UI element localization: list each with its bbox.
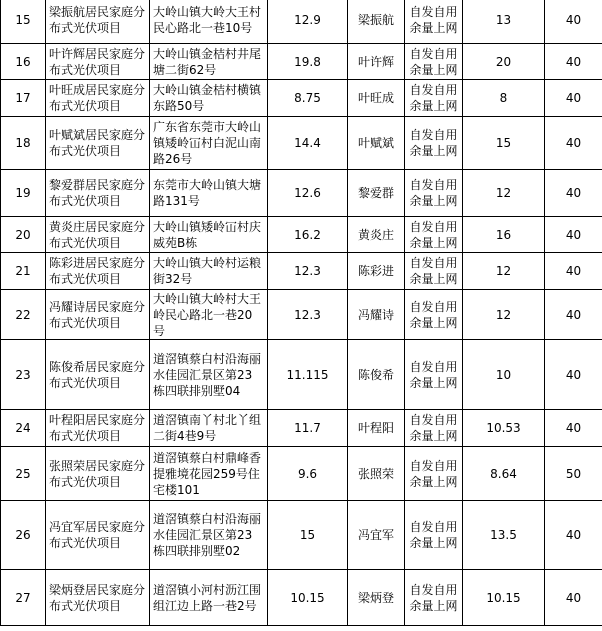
capacity-value: 12.3 <box>268 290 348 340</box>
row-number: 22 <box>1 290 46 340</box>
value-1: 10 <box>463 340 545 410</box>
row-number: 21 <box>1 253 46 290</box>
value-2: 40 <box>545 570 602 626</box>
project-address: 东莞市大岭山镇大塘路131号 <box>150 170 268 217</box>
value-2: 40 <box>545 290 602 340</box>
value-1: 15 <box>463 117 545 170</box>
project-name: 陈彩进居民家庭分布式光伏项目 <box>46 253 150 290</box>
grid-mode: 自发自用余量上网 <box>405 410 463 447</box>
project-address: 大岭山镇矮岭冚村庆威苑B栋 <box>150 217 268 253</box>
table-row <box>1 170 602 217</box>
owner-name: 陈俊希 <box>348 340 405 410</box>
value-2: 40 <box>545 253 602 290</box>
project-address: 道滘镇南丫村北丫组二街4巷9号 <box>150 410 268 447</box>
grid-mode: 自发自用余量上网 <box>405 0 463 44</box>
row-number: 25 <box>1 447 46 501</box>
owner-name: 叶赋斌 <box>348 117 405 170</box>
project-name: 冯耀诗居民家庭分布式光伏项目 <box>46 290 150 340</box>
owner-name: 张照荣 <box>348 447 405 501</box>
capacity-value: 16.2 <box>268 217 348 253</box>
row-number: 24 <box>1 410 46 447</box>
owner-name: 叶许辉 <box>348 44 405 80</box>
value-2: 40 <box>545 80 602 117</box>
value-2: 40 <box>545 410 602 447</box>
row-number: 18 <box>1 117 46 170</box>
value-2: 40 <box>545 0 602 44</box>
capacity-value: 11.115 <box>268 340 348 410</box>
row-number: 19 <box>1 170 46 217</box>
project-address: 道滘镇蔡白村沿海丽水佳园汇景区第23栋四联排别墅04 <box>150 340 268 410</box>
table-row <box>1 253 602 290</box>
row-number: 26 <box>1 501 46 570</box>
grid-mode: 自发自用余量上网 <box>405 44 463 80</box>
capacity-value: 14.4 <box>268 117 348 170</box>
capacity-value: 12.9 <box>268 0 348 44</box>
grid-mode: 自发自用余量上网 <box>405 447 463 501</box>
value-1: 12 <box>463 290 545 340</box>
value-1: 13.5 <box>463 501 545 570</box>
table-row <box>1 117 602 170</box>
value-1: 20 <box>463 44 545 80</box>
project-address: 道滘镇蔡白村鼎峰香提雅境花园259号住宅楼101 <box>150 447 268 501</box>
capacity-value: 15 <box>268 501 348 570</box>
table-row <box>1 340 602 410</box>
capacity-value: 10.15 <box>268 570 348 626</box>
table-row <box>1 501 602 570</box>
capacity-value: 9.6 <box>268 447 348 501</box>
value-2: 40 <box>545 501 602 570</box>
table-row <box>1 0 602 44</box>
row-number: 20 <box>1 217 46 253</box>
grid-mode: 自发自用余量上网 <box>405 570 463 626</box>
project-table-body <box>1 0 602 626</box>
project-name: 黎爱群居民家庭分布式光伏项目 <box>46 170 150 217</box>
owner-name: 梁炳登 <box>348 570 405 626</box>
value-1: 10.53 <box>463 410 545 447</box>
grid-mode: 自发自用余量上网 <box>405 340 463 410</box>
owner-name: 冯宜军 <box>348 501 405 570</box>
value-2: 40 <box>545 170 602 217</box>
value-1: 16 <box>463 217 545 253</box>
grid-mode: 自发自用余量上网 <box>405 501 463 570</box>
project-name: 陈俊希居民家庭分布式光伏项目 <box>46 340 150 410</box>
capacity-value: 12.3 <box>268 253 348 290</box>
owner-name: 冯耀诗 <box>348 290 405 340</box>
row-number: 27 <box>1 570 46 626</box>
capacity-value: 19.8 <box>268 44 348 80</box>
value-1: 12 <box>463 170 545 217</box>
project-address: 大岭山镇金桔村井尾塘二街62号 <box>150 44 268 80</box>
grid-mode: 自发自用余量上网 <box>405 117 463 170</box>
table-row <box>1 290 602 340</box>
project-address: 大岭山镇大岭村大王岭民心路北一巷20号 <box>150 290 268 340</box>
owner-name: 黎爱群 <box>348 170 405 217</box>
project-address: 道滘镇蔡白村沿海丽水佳园汇景区第23栋四联排别墅02 <box>150 501 268 570</box>
owner-name: 陈彩进 <box>348 253 405 290</box>
table-row <box>1 217 602 253</box>
table-row <box>1 410 602 447</box>
project-name: 张照荣居民家庭分布式光伏项目 <box>46 447 150 501</box>
project-name: 叶旺成居民家庭分布式光伏项目 <box>46 80 150 117</box>
row-number: 15 <box>1 0 46 44</box>
value-1: 10.15 <box>463 570 545 626</box>
capacity-value: 12.6 <box>268 170 348 217</box>
project-name: 叶许辉居民家庭分布式光伏项目 <box>46 44 150 80</box>
value-2: 40 <box>545 44 602 80</box>
owner-name: 叶旺成 <box>348 80 405 117</box>
value-2: 40 <box>545 340 602 410</box>
value-2: 50 <box>545 447 602 501</box>
value-1: 8 <box>463 80 545 117</box>
grid-mode: 自发自用余量上网 <box>405 80 463 117</box>
project-name: 黄炎庄居民家庭分布式光伏项目 <box>46 217 150 253</box>
project-address: 道滘镇小河村沥江围组江边上路一巷2号 <box>150 570 268 626</box>
value-1: 8.64 <box>463 447 545 501</box>
row-number: 17 <box>1 80 46 117</box>
owner-name: 黄炎庄 <box>348 217 405 253</box>
grid-mode: 自发自用余量上网 <box>405 253 463 290</box>
project-name: 叶赋斌居民家庭分布式光伏项目 <box>46 117 150 170</box>
project-address: 大岭山镇大岭村运粮街32号 <box>150 253 268 290</box>
project-address: 大岭山镇大岭大王村民心路北一巷10号 <box>150 0 268 44</box>
project-address: 广东省东莞市大岭山镇矮岭冚村白泥山南路26号 <box>150 117 268 170</box>
grid-mode: 自发自用余量上网 <box>405 170 463 217</box>
project-name: 叶程阳居民家庭分布式光伏项目 <box>46 410 150 447</box>
project-name: 梁炳登居民家庭分布式光伏项目 <box>46 570 150 626</box>
value-2: 40 <box>545 217 602 253</box>
row-number: 23 <box>1 340 46 410</box>
project-address: 大岭山镇金桔村横镇东路50号 <box>150 80 268 117</box>
grid-mode: 自发自用余量上网 <box>405 290 463 340</box>
value-1: 12 <box>463 253 545 290</box>
project-name: 冯宜军居民家庭分布式光伏项目 <box>46 501 150 570</box>
capacity-value: 8.75 <box>268 80 348 117</box>
grid-mode: 自发自用余量上网 <box>405 217 463 253</box>
value-2: 40 <box>545 117 602 170</box>
owner-name: 叶程阳 <box>348 410 405 447</box>
project-name: 梁振航居民家庭分布式光伏项目 <box>46 0 150 44</box>
table-row <box>1 447 602 501</box>
capacity-value: 11.7 <box>268 410 348 447</box>
table-row <box>1 80 602 117</box>
value-1: 13 <box>463 0 545 44</box>
row-number: 16 <box>1 44 46 80</box>
table-row <box>1 570 602 626</box>
table-row <box>1 44 602 80</box>
owner-name: 梁振航 <box>348 0 405 44</box>
